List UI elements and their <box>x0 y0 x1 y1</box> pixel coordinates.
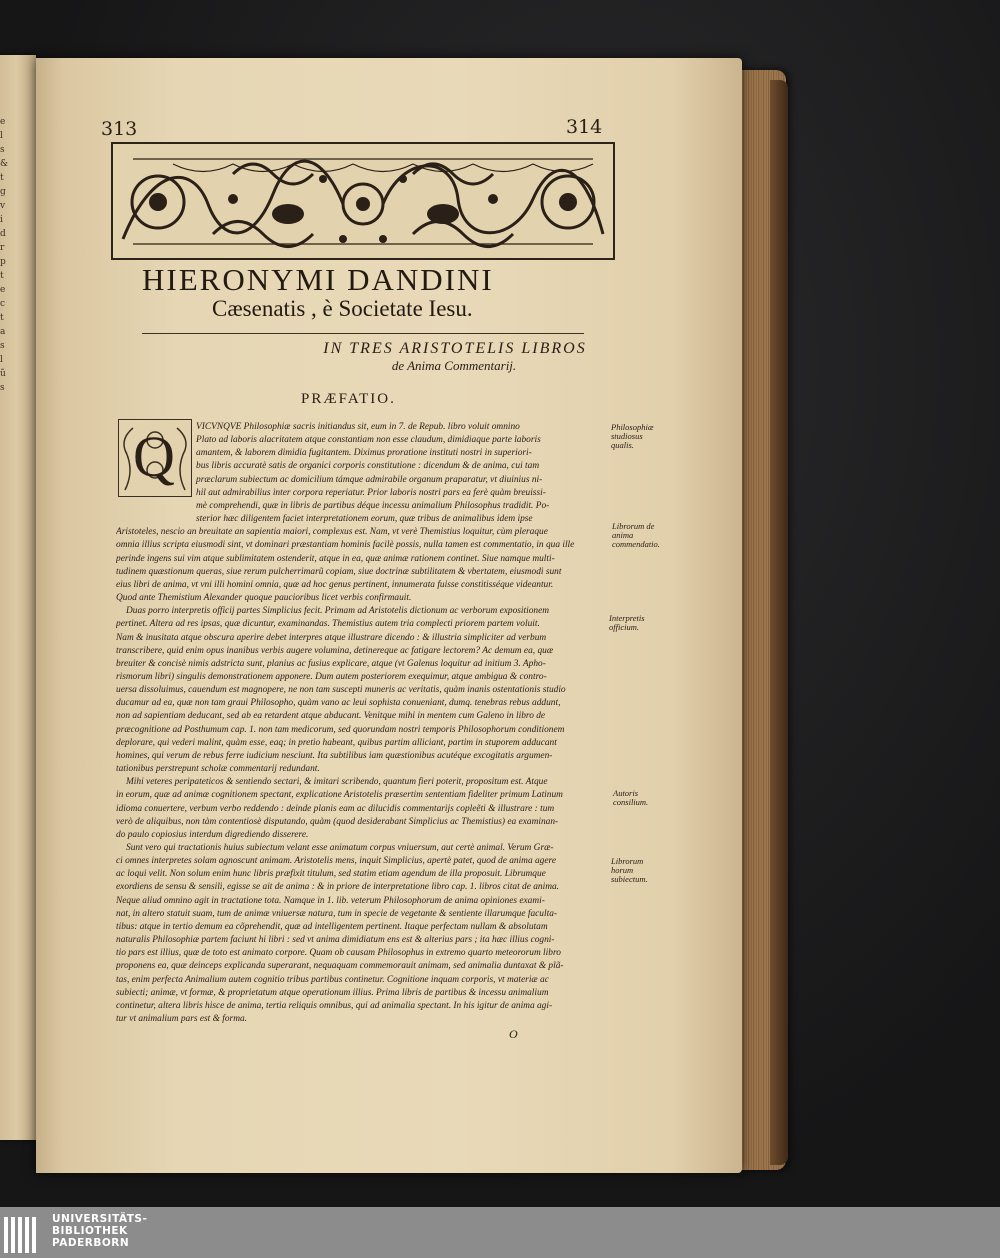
text-line: perinde ingens sui vim atque sublimitatem ostenderit, atque in ea, quæ animæ rationem continet. Siue namque multi- <box>116 553 555 564</box>
text-line: Neque aliud omnino agit in tractatione tota. Namque in 1. lib. veterum Philosophorum de anima opiniones exami- <box>116 895 545 906</box>
left-page-glyph: & <box>0 159 9 169</box>
text-line: Sunt vero qui tractationis huius subiectum velant esse animatum corpus vniuersum, aut certè animal. Verum Græ- <box>126 843 554 853</box>
text-line: nat, in altero statuit suam, tum de animæ vniuersæ natura, tum in specie de vegetante & sentiente illarumque faculta- <box>116 908 557 919</box>
left-page-glyph: l <box>0 131 3 141</box>
page-number-left: 313 <box>101 118 138 140</box>
preface-heading: PRÆFATIO. <box>301 391 396 407</box>
text-line: Aristoteles, nescio an breuitate an sapientia maiori, complexus est. Nam, vt verè Themistius loquitur, cùm pleraque <box>116 527 548 538</box>
library-logo-icon <box>0 1215 44 1255</box>
text-line: continetur, altera libris hisce de anima, tertia reliquis omnibus, qui ad animalia spectant. In his igitur de anima agi- <box>116 1000 553 1011</box>
left-page-glyph: l <box>0 355 3 365</box>
left-page-glyph: s <box>0 145 5 155</box>
left-page-glyph: e <box>0 285 6 295</box>
library-footer-bar <box>0 1207 1000 1258</box>
logo-line: BIBLIOTHEK <box>52 1225 128 1237</box>
text-line: in eorum, quæ ad animæ cognitionem spectant, explicatione Aristotelis præsertim sententiam fideliter primum Latinum <box>116 790 563 801</box>
text-line: tas, enim perfecta Animalium autem cognitio tribus partibus continetur. Cognitione inquam corporis, vt materiæ ac <box>116 974 549 985</box>
text-line: Nam & inusitata atque obscura aperire debet interpres atque illustrare dicendo : & illustria simpliciter ad verbum <box>116 632 547 643</box>
left-page-glyph: a <box>0 327 6 337</box>
preface-body-text <box>116 421 604 1026</box>
logo-line: UNIVERSITÄTS- <box>52 1213 148 1225</box>
text-line: VICVNQVE Philosophiæ sacris initiandus sit, eum in 7. de Repub. libro voluit omnino <box>196 422 520 432</box>
text-line: ac loqui velit. Non solum enim hunc libris præfixit titulum, sed statim etiam agendum de illa proposuit. Librumque <box>116 869 546 880</box>
text-line: tio pars est illius, quæ de toto est animato corpore. Quam ob causam Philosophus in extremo quarto meteororum libro <box>116 948 561 959</box>
left-page-glyph: g <box>0 187 6 197</box>
text-line: uersa dissoluimus, cauendum est magnopere, ne non tam suscepti muneris ac veritatis, quàm inanis ostentationis studio <box>116 685 566 696</box>
left-page-glyph: e <box>0 117 6 127</box>
decorated-initial <box>118 419 192 497</box>
left-page-glyph: s <box>0 383 5 393</box>
page-number-right: 314 <box>566 116 603 138</box>
ornament-illustration <box>113 144 613 258</box>
left-page-glyph: d <box>0 229 6 239</box>
book-cover-edge <box>770 80 788 1165</box>
text-line: non ad sapientiam deducant, sed ab ea retardent atque abducant. Venitque mihi in mentem cum Galeno in libro de <box>116 711 546 722</box>
text-line: tationibus perstrepunt scholæ commentarij redundant. <box>116 764 320 775</box>
title-rule <box>142 333 584 334</box>
text-line: transcribere, quid enim opus inanibus verbis augere volumina, detinereque ac fatigare lectorem? Ac demum ea, quæ <box>116 645 554 656</box>
text-line: eius libri de anima, vt vni illi homini omnia, quæ ad hoc genus pertinent, innumerata fuisse constitisséque videantur. <box>116 579 554 590</box>
text-line: Duas porro interpretis officij partes Simplicius fecit. Primam ad Aristotelis dictionum ac verborum expositionem <box>126 606 550 617</box>
text-line: proponens ea, quæ deinceps explicanda superarant, nequaquam commemorauit animam, sed animalia duntaxat & plã- <box>116 961 564 972</box>
work-title-line-1: IN TRES ARISTOTELIS LIBROS <box>323 340 587 357</box>
library-logo-text <box>52 1213 147 1249</box>
left-page-glyph: v <box>0 201 6 211</box>
work-title <box>0 340 1000 374</box>
left-page-edge <box>0 55 36 1140</box>
text-line: omnia illius scripta eiusmodi sint, vt dominari præstantiam hominis facilè possis, nulla tamen est commentatio, in qua ille <box>116 540 575 551</box>
text-line: præclarum subiectum ac domicilium támque admirabile organum praparatur, vt diuinius ni- <box>196 474 543 485</box>
left-page-glyph: p <box>0 257 6 267</box>
text-line: hil aut admirabilius inter corpora reperiatur. Prior laboris nostri pars ea ferè quàm breuissi- <box>196 487 546 498</box>
left-page-glyph: ũ <box>0 369 6 379</box>
logo-line: PADERBORN <box>52 1237 130 1249</box>
author-subtitle: Cæsenatis , è Societate Iesu. <box>212 296 473 321</box>
text-line: ci omnes interpretes solam agnoscunt animam. Aristotelis mens, inquit Simplicius, apertè patet, quod de anima agere <box>116 856 556 867</box>
left-page-glyph: r <box>0 243 5 253</box>
initial-letter: Q <box>133 424 175 489</box>
left-page-glyph: i <box>0 215 3 225</box>
text-line: mè comprehendi, quæ in libris de partibus déque incessu animalium Philosophus tradidit. Po- <box>196 500 550 511</box>
text-line: pertinet. Altera ad res ipsas, quæ dicuntur, examinandas. Themistius autem tria complecti priorem partem voluit. <box>116 619 540 630</box>
marginal-note: Librorum de anima commendatio. <box>612 521 660 549</box>
marginal-note: Autoris consilium. <box>613 788 649 807</box>
text-line: tudinem quæstionum queras, siue rerum pulcherrimarũ copiam, siue doctrinæ subtilitatem & vbertatem, eiusmodi sunt <box>116 566 562 577</box>
left-page-glyph: c <box>0 299 6 309</box>
text-line: deplorare, qui vederi malint, quàm esse, eaq; in pretio habeant, quibus partim alliciant, partim in stuporem adducant <box>116 737 557 748</box>
text-line: sterior hæc diligentem faciet interpretationem eorum, quæ tribus de animalibus idem ipse <box>196 514 533 525</box>
text-line: subiecti; animæ, vt formæ, & proprietatum atque operationum illius. Prima libris de partibus & incessu animalium <box>116 987 549 998</box>
marginal-note: Interpretis officium. <box>609 613 645 632</box>
text-line: naturalis Philosophiæ partem faciunt hi libri : sed vt anima dimidiatum ens est & alterius pars ; ita hæc illius cogni- <box>116 935 555 946</box>
text-line: Quod ante Themistium Alexander quoque paucioribus licet verbis confirmauit. <box>116 593 412 604</box>
work-title-line-2: de Anima Commentarij. <box>391 358 517 373</box>
catchword: O <box>509 1027 518 1041</box>
text-line: amantem, & laborem dimidia fugitantem. Diximus proratione instituti nostri in superiori- <box>196 448 532 459</box>
text-line: præcognitione ad Posthumum cap. 1. non tam medicorum, sed quorundam nostri temporis Philosophorum conditionem <box>116 724 565 735</box>
text-line: ducamur ad ea, quæ non tam graui Philosopho, quàm vano ac leui sophista conueniant, dumq. tenebras rebus addunt, <box>116 698 561 709</box>
text-line: tibus: atque in tertio demum ea cõprehendit, quæ ad intelligentem pertinent. Itaque perfectam nullam & absolutam <box>116 921 548 932</box>
text-line: Mihi veteres peripateticos & sentiendo sectari, & imitari scribendo, quantum fieri poterit, propositum est. Atque <box>126 777 548 788</box>
marginal-note: Philosophiæ studiosus qualis. <box>611 422 654 450</box>
text-line: breuiter & concisè nimis adstricta sunt, planius ac fusius explicare, atque (vt Galenus loquitur ad initium 3. Apho- <box>116 658 546 669</box>
text-line: rismorum libri) singulis demonstrationem apponere. Dum autem posteriorem exequimur, atque ambigua & contro- <box>116 671 547 682</box>
left-page-glyph: t <box>0 313 4 323</box>
woodcut-headpiece-ornament <box>111 142 615 260</box>
text-line: exordiens de sensu & sensili, egisse se ait de anima : & in priore de interpretatione libro cap. 1. libros citat de anima. <box>116 882 559 893</box>
text-line: idioma conuertere, verbum verbo reddendo : deinde planis eam ac dilucidis commentarijs copleẽti & illustrare : tum <box>116 803 555 814</box>
text-line: tur vt animalium pars est & forma. <box>116 1014 247 1025</box>
text-line: verò de aliquibus, non tàm contentiosè disputando, quàm (quod desiderabant Simplicius ac Themistius) ea examinan- <box>116 816 559 827</box>
text-line: bus libris accuratè satis de organici corporis constitutione : dicendum & de anima, cui tam <box>196 461 540 472</box>
text-line: homines, qui verum de rebus ferre iudicium nesciunt. Ita subtilibus iam quæstionibus acutéque excogitatis argumen- <box>116 750 553 761</box>
text-line: do paulo copiosius interdum digrediendo disserere. <box>116 829 309 840</box>
left-page-glyph: t <box>0 271 4 281</box>
text-line: Plato ad laboris alacritatem atque constantiam non esse claudum, dimidiaque parte laboris <box>196 435 541 446</box>
left-page-glyph: s <box>0 341 5 351</box>
left-page-glyph: t <box>0 173 4 183</box>
marginal-note: Librorum horum subiectum. <box>611 856 648 884</box>
author-title: HIERONYMI DANDINI <box>142 262 494 297</box>
